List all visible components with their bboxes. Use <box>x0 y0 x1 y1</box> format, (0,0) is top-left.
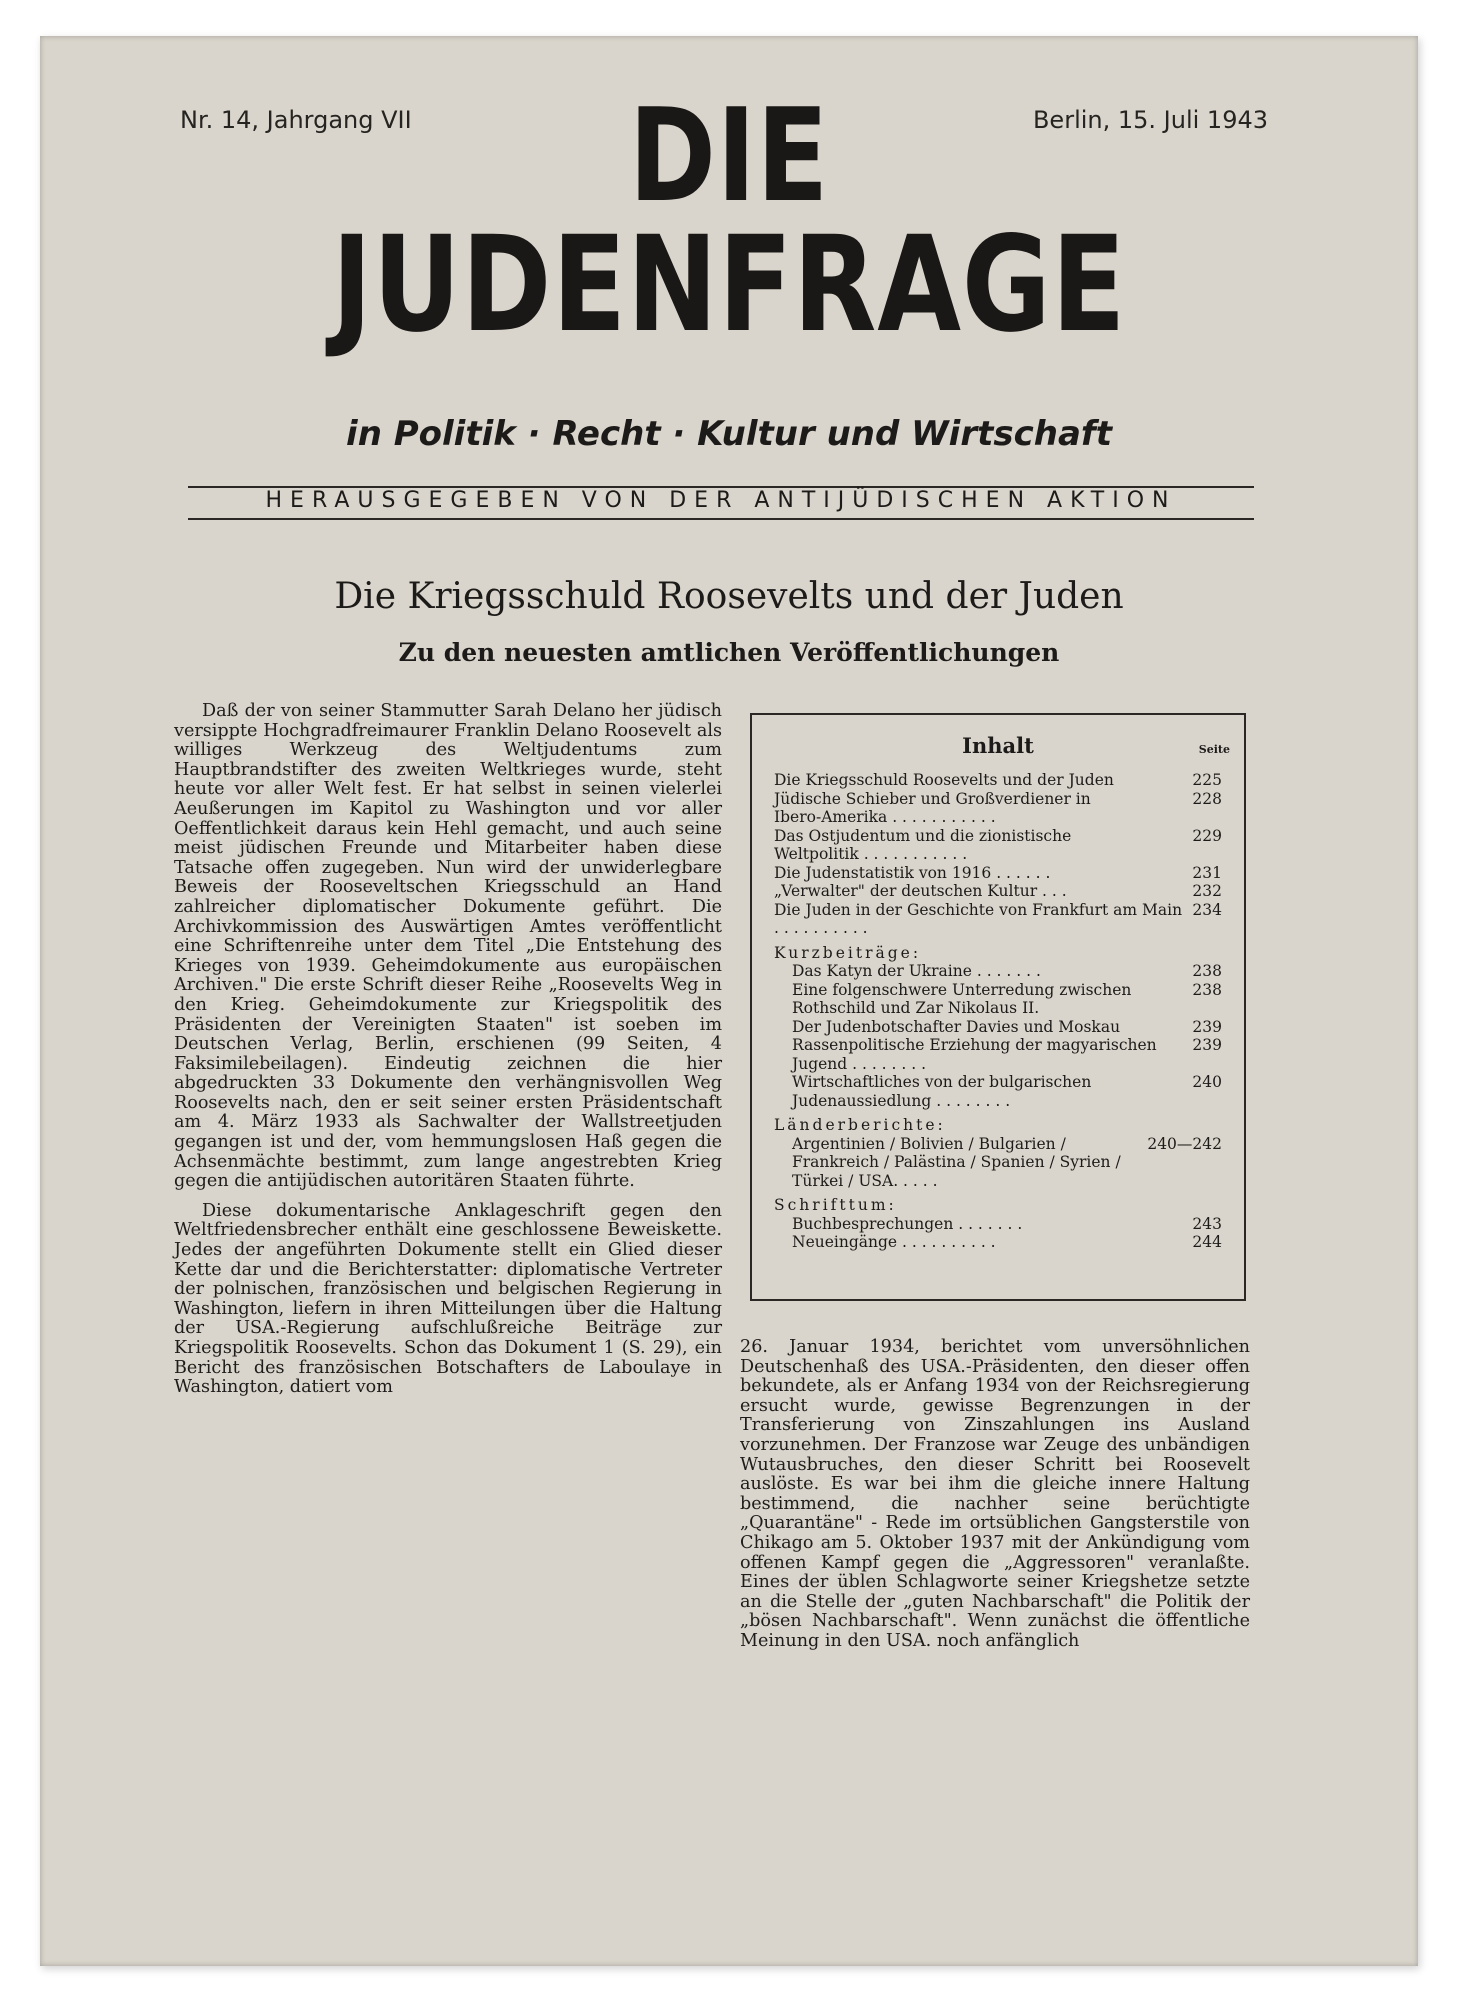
article-column-right <box>740 1338 1250 1652</box>
toc-title: Inhalt <box>962 733 1034 758</box>
article-paragraph: Daß der von seiner Stammutter Sarah Delano her jüdisch versippte Hochgradfreimaurer Franklin Delano Roosevelt als williges Werkzeug des Weltjudentums zum Hauptbrandstifter des zweiten Weltkrieges wurde, steht heute vor aller Welt fest. Er hat selbst in seinen vielerlei Aeußerungen im Kapitol zu Washington und vor aller Oeffentlichkeit daraus kein Hehl gemacht, und auch seine meist jüdischen Freunde und Mitarbeiter haben diese Tatsache offen zugegeben. Nun wird der unwiderlegbare Beweis der Rooseveltschen Kriegsschuld an Hand zahlreicher diplomatischer Dokumente geführt. Die Archivkommission des Auswärtigen Amtes veröffentlicht eine Schriftenreihe unter dem Titel „Die Entstehung des Krieges von 1939. Geheimdokumente aus europäischen Archiven." Die erste Schrift dieser Reihe „Roosevelts Weg in den Krieg. Geheimdokumente zur Kriegspolitik des Präsidenten der Vereinigten Staaten" ist soeben im Deutschen Verlag, Berlin, erschienen (99 Seiten, 4 Faksimilebeilagen). Eindeutig zeichnen die hier abgedruckten 33 Dokumente den verhängnisvollen Weg Roosevelts nach, den er seit seiner ersten Präsidentschaft am 4. März 1933 als Sachwalter der Wallstreetjuden gegangen ist und der, vom hemmungslosen Haß gegen die Achsenmächte bestimmt, zum lange angestrebten Krieg gegen die antijüdischen autoritären Staaten führte. <box>174 701 722 1192</box>
toc-entry-title: Wirtschaftliches von der bulgarischen Judenaussiedlung . . . . . . . . <box>792 1073 1092 1110</box>
article-paragraph: 26. Januar 1934, berichtet vom unversöhnlichen Deutschenhaß des USA.-Präsidenten, den dieser offen bekundete, als er Anfang 1934 von der Reichsregierung ersucht wurde, gewisse Begrenzungen in der Transferierung von Zinszahlungen ins Ausland vorzunehmen. Der Franzose war Zeuge des unbändigen Wutausbruches, den dieser Schritt bei Roosevelt auslöste. Es war bei ihm die gleiche innere Haltung bestimmend, die nachher seine berüchtigte „Quarantäne" - Rede im ortsüblichen Gangsterstile von Chikago am 5. Oktober 1937 mit der Ankündigung vom offenen Kampf gegen die „Aggressoren" veranlaßte. Eines der üblen Schlagworte seiner Kriegshetze setzte an die Stelle der „guten Nachbarschaft" die Politik der „bösen Nachbarschaft". Wenn zunächst die öffentliche Meinung in den USA. noch anfänglich <box>740 1337 1250 1651</box>
toc-entry-page: 234 <box>1192 900 1222 919</box>
toc-entry-page: 239 <box>1192 1017 1222 1036</box>
toc-entry-page: 238 <box>1192 980 1222 999</box>
toc-section-list <box>774 1215 1222 1252</box>
toc-entry <box>774 1018 1222 1037</box>
toc-entry-page: 243 <box>1192 1214 1222 1233</box>
toc-header <box>774 733 1230 771</box>
toc-entry-title: „Verwalter" der deutschen Kultur . . . <box>774 882 1067 900</box>
toc-entry-page: 240—242 <box>1147 1134 1222 1153</box>
toc-entry-page: 225 <box>1192 771 1222 789</box>
toc-entry <box>774 1036 1222 1073</box>
toc-entry-page: 231 <box>1192 863 1222 882</box>
toc-entry <box>774 827 1222 864</box>
toc-entry <box>774 882 1222 901</box>
toc-entry-title: Rassenpolitische Erziehung der magyarischen Jugend . . . . . . . . <box>792 1036 1157 1073</box>
toc-page-label: Seite <box>1198 743 1230 756</box>
toc-entry <box>774 1215 1222 1234</box>
toc-entry <box>774 981 1222 1018</box>
toc-entry <box>774 864 1222 883</box>
toc-entry-title: Die Kriegsschuld Roosevelts und der Juden <box>774 771 1114 789</box>
toc-entry <box>774 771 1222 790</box>
toc-section-heading: Länderberichte: <box>774 1116 946 1134</box>
toc-entry-page: 239 <box>1192 1036 1222 1054</box>
toc-section-heading: Schrifttum: <box>774 1196 897 1214</box>
article-subtitle: Zu den neuesten amtlichen Veröffentlichungen <box>398 638 1060 667</box>
article-paragraph: Diese dokumentarische Anklageschrift gegen den Weltfriedensbrecher enthält eine geschlossene Beweiskette. Jedes der angeführten Dokumente stellt ein Glied dieser Kette dar und die Berichterstatter: diplomatische Vertreter der polnischen, französischen und belgischen Regierung in Washington, liefern in ihren Mitteilungen über die Haltung der USA.-Regierung aufschlußreiche Beiträge zur Kriegspolitik Roosevelts. Schon das Dokument 1 (S. 29), ein Bericht des französischen Botschafters de Laboulaye in Washington, datiert vom <box>174 1200 722 1398</box>
toc-entry <box>774 790 1222 827</box>
publisher-line: HERAUSGEGEBEN VON DER ANTIJÜDISCHEN AKTION <box>265 488 1177 513</box>
toc-entry-title: Jüdische Schieber und Großverdiener in Ibero-Amerika . . . . . . . . . . . <box>774 789 1091 826</box>
toc-entry-title: Der Judenbotschafter Davies und Moskau <box>792 1017 1121 1036</box>
toc-entry <box>774 901 1222 938</box>
toc-entry <box>774 1073 1222 1110</box>
masthead-title-line1: DIE <box>628 82 830 231</box>
article-title: Die Kriegsschuld Roosevelts und der Juden <box>334 576 1124 617</box>
toc-entry-page: 232 <box>1192 882 1222 900</box>
article-column-left <box>174 702 722 1398</box>
issue-date: Berlin, 15. Juli 1943 <box>1032 106 1268 134</box>
toc-entry-page: 229 <box>1192 826 1222 845</box>
toc-entry <box>774 1135 1222 1191</box>
toc-entry-title: Buchbesprechungen . . . . . . . <box>792 1214 1023 1233</box>
toc-entry-title: Eine folgenschwere Unterredung zwischen Rothschild und Zar Nikolaus II. <box>792 980 1132 1017</box>
toc-entry-title: Argentinien / Bolivien / Bulgarien / Frankreich / Palästina / Spanien / Syrien / Türkei / USA. . . . . <box>792 1134 1121 1190</box>
toc-section-list <box>774 1135 1222 1191</box>
toc-entry-title: Die Judenstatistik von 1916 . . . . . . <box>774 863 1051 882</box>
toc-main-list <box>774 771 1222 938</box>
toc-section-list <box>774 962 1222 1110</box>
toc-entry-title: Neueingänge . . . . . . . . . . <box>792 1233 996 1251</box>
toc-entry <box>774 962 1222 981</box>
toc-entry-page: 244 <box>1192 1233 1222 1251</box>
issue-number: Nr. 14, Jahrgang VII <box>180 106 412 134</box>
toc-entry-page: 228 <box>1192 789 1222 808</box>
table-of-contents <box>750 713 1246 1301</box>
toc-entry-page: 240 <box>1192 1073 1222 1091</box>
newspaper-page <box>40 36 1418 1966</box>
toc-entry-title: Das Katyn der Ukraine . . . . . . . <box>792 962 1041 980</box>
toc-section-heading: Kurzbeiträge: <box>774 943 922 962</box>
masthead-subtitle: in Politik · Recht · Kultur und Wirtschaft <box>346 414 1112 454</box>
toc-entry-page: 238 <box>1192 962 1222 980</box>
masthead-title-line2: JUDENFRAGE <box>331 208 1127 362</box>
toc-entry-title: Die Juden in der Geschichte von Frankfurt am Main . . . . . . . . . . <box>774 900 1183 937</box>
masthead-rule-bottom <box>188 518 1254 520</box>
toc-entry <box>774 1233 1222 1252</box>
toc-entry-title: Das Ostjudentum und die zionistische Weltpolitik . . . . . . . . . . . <box>774 826 1072 863</box>
